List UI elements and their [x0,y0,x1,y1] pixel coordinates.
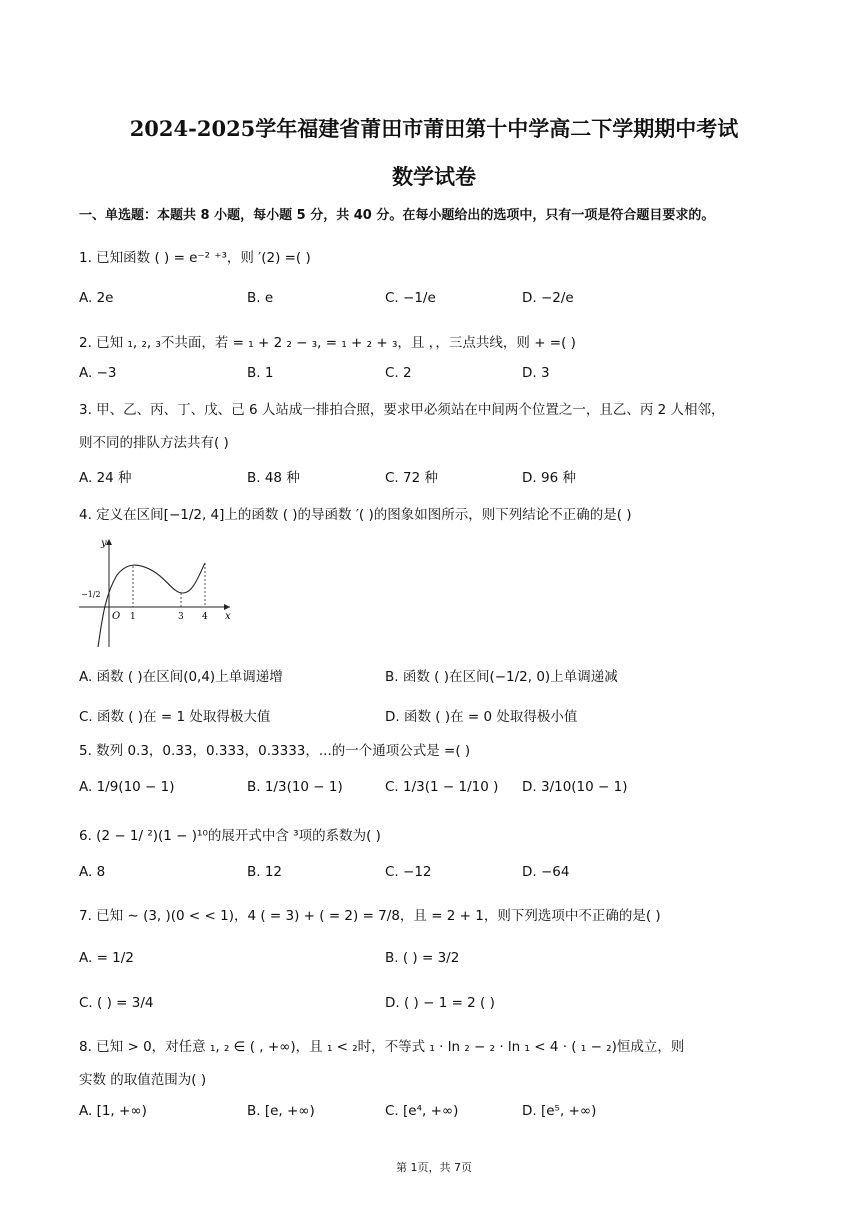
question-3-stem-line1: 3. 甲、乙、丙、丁、戊、己 6 人站成一排拍合照，要求甲必须站在中间两个位置之一，且乙、丙 2 人相邻， [79,402,725,418]
tick-neg-half: −1/2 [81,590,101,599]
q4-option-c: C. 函数 ( )在 = 1 处取得极大值 [79,709,271,725]
question-5-stem: 5. 数列 0.3，0.33，0.333，0.3333，...的一个通项公式是 =( ) [79,743,471,759]
q2-option-b: B. 1 [247,365,274,381]
q8-option-d: D. [e⁵, +∞) [522,1103,597,1119]
q5-option-a: A. 1/9(10 − 1) [79,779,175,795]
q8-option-a: A. [1, +∞) [79,1103,147,1119]
tick-3: 3 [178,612,184,622]
question-3-stem-line2: 则不同的排队方法共有( ) [79,435,229,451]
question-8-stem-line1: 8. 已知 > 0，对任意 ₁, ₂ ∈ ( , +∞)，且 ₁ < ₂时，不等式 ₁ · ln ₂ − ₂ · ln ₁ < 4 · ( ₁ − ₂)恒成立，则 [79,1039,685,1055]
q7-option-c: C. ( ) = 3/4 [79,995,154,1011]
q3-option-a: A. 24 种 [79,470,132,486]
q2-option-d: D. 3 [522,365,550,381]
origin-label: O [112,611,121,622]
tick-1: 1 [130,612,136,622]
q2-option-a: A. −3 [79,365,117,381]
q6-option-d: D. −64 [522,864,570,880]
question-4-stem: 4. 定义在区间[−1/2, 4]上的函数 ( )的导函数 ′( )的图象如图所示，则下列结论不正确的是( ) [79,507,632,523]
question-7-stem: 7. 已知 ∼ (3, )(0 < < 1)，4 ( = 3) + ( = 2) = 7/8，且 = 2 + 1，则下列选项中不正确的是( ) [79,908,661,924]
section-heading: 一、单选题：本题共 8 小题，每小题 5 分，共 40 分。在每小题给出的选项中，只有一项是符合题目要求的。 [79,208,715,223]
q5-option-d: D. 3/10(10 − 1) [522,779,628,795]
q6-option-a: A. 8 [79,864,106,880]
question-8-stem-line2: 实数 的取值范围为( ) [79,1072,207,1088]
q5-option-c: C. 1/3(1 − 1/10 ) [385,779,499,795]
exam-subtitle: 数学试卷 [392,164,476,189]
x-label: x [225,611,231,622]
q6-option-c: C. −12 [385,864,432,880]
question-2-stem: 2. 已知 ₁, ₂, ₃不共面，若 = ₁ + 2 ₂ − ₃, = ₁ + ₂ + ₃，且 ，，三点共线，则 + =( ) [79,335,576,351]
q3-option-d: D. 96 种 [522,470,576,486]
x-axis-arrow [224,604,230,610]
question-6-stem: 6. (2 − 1/ ²)(1 − )¹⁰的展开式中含 ³项的系数为( ) [79,828,381,844]
tick-4: 4 [202,612,208,622]
q1-option-a: A. 2e [79,290,114,306]
q4-option-d: D. 函数 ( )在 = 0 处取得极小值 [385,709,578,725]
derivative-graph [75,535,240,653]
exam-title: 2024-2025学年福建省莆田市莆田第十中学高二下学期期中考试 [129,116,739,141]
q7-option-b: B. ( ) = 3/2 [385,950,460,966]
q8-option-c: C. [e⁴, +∞) [385,1103,459,1119]
y-label: y [101,538,107,549]
q6-option-b: B. 12 [247,864,283,880]
q5-option-b: B. 1/3(10 − 1) [247,779,343,795]
q8-option-b: B. [e, +∞) [247,1103,315,1119]
y-axis-arrow [106,539,112,545]
q2-option-c: C. 2 [385,365,412,381]
q7-option-d: D. ( ) − 1 = 2 ( ) [385,995,495,1011]
q3-option-c: C. 72 种 [385,470,438,486]
q1-option-c: C. −1/e [385,290,436,306]
q1-option-d: D. −2/e [522,290,574,306]
question-1-stem: 1. 已知函数 ( ) = e⁻² ⁺³，则 ′(2) =( ) [79,250,311,266]
page-footer: 第 1页，共 7页 [396,1161,472,1174]
derivative-curve [98,563,205,647]
q4-option-b: B. 函数 ( )在区间(−1/2, 0)上单调递减 [385,669,618,685]
q3-option-b: B. 48 种 [247,470,300,486]
q7-option-a: A. = 1/2 [79,950,134,966]
q4-option-a: A. 函数 ( )在区间(0,4)上单调递增 [79,669,283,685]
q1-option-b: B. e [247,290,274,306]
